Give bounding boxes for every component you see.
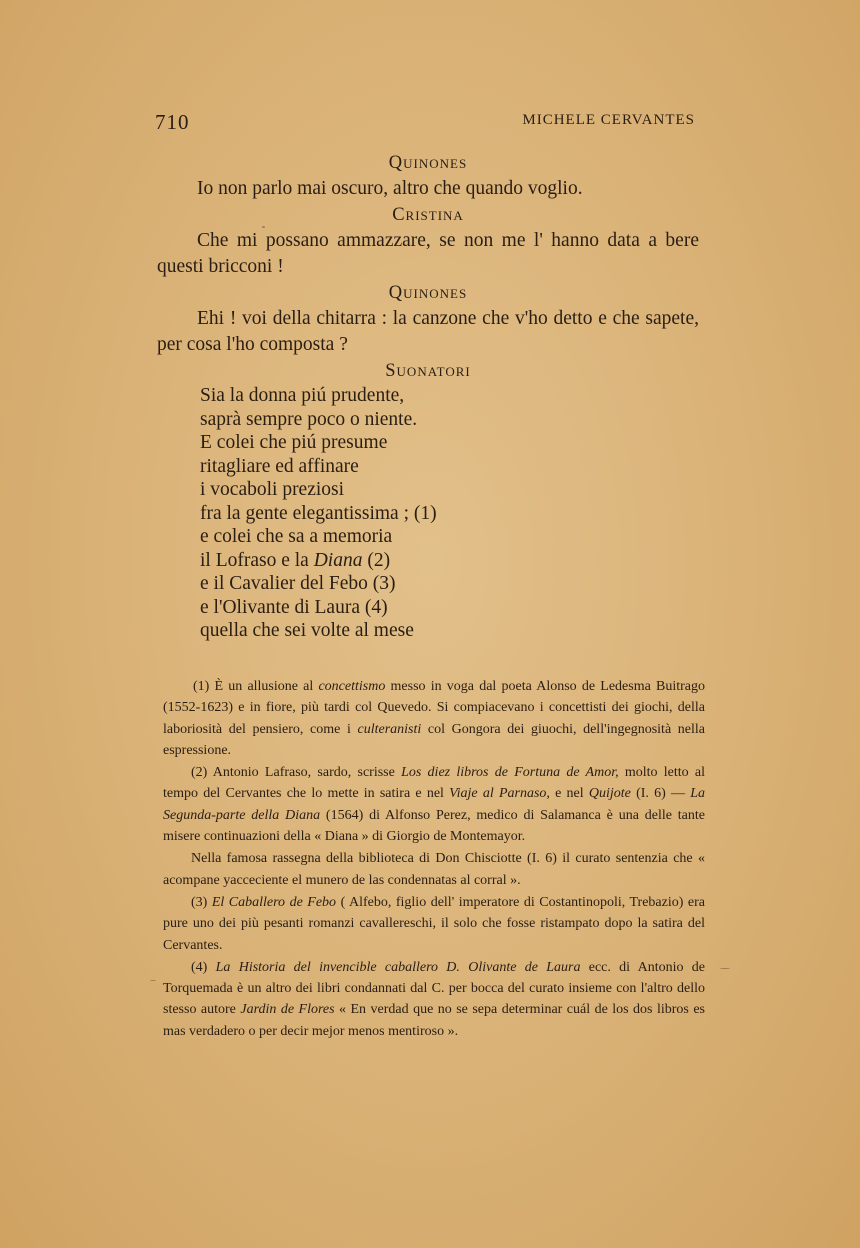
footnote-text: messo in voga dal poeta Alonso de Ledesma Buitrago (1552-1623) e in fiore, più tardi col Quevedo. Si compiacevano i concettisti dei giochi, della laboriosità del pensiero, come i [163,679,705,737]
verse-line: e colei che sa a memoria [200,526,393,547]
footnote-title: La Segunda-parte della Diana [163,786,706,823]
page-number: 710 [155,110,190,134]
speaker-name: Suonatori [385,361,471,381]
footnote-text: (1564) di Alfonso Perez, medico di Salamanca è una delle tante misere continuazioni della « Diana » di Giorgio de Montemayor. [163,807,705,845]
verse-text: il Lofraso e la [200,549,314,571]
footnote-title: concettismo [318,679,386,694]
song-verse [157,384,699,643]
paper-speck [720,968,730,969]
footnote-title: La Historia del invencible caballero D. Olivante de Laura [215,959,581,975]
verse-line: e l'Olivante di Laura (4) [200,596,388,618]
verse-line: saprà sempre poco o niente. [200,408,418,430]
footnote-text: (I. 6) — [630,786,691,802]
footnote-text: ecc. di Antonio de Torquemada è un altro dei libri condannati dal C. per bocca del curato insieme con l'altro dello stesso autore [163,959,705,1018]
footnote-title: culteranisti [357,721,422,737]
footnote-3 [163,892,705,956]
footnote-title: Quijote [588,786,631,802]
page-header [155,110,695,134]
verse-text: (2) [362,549,391,571]
main-text [157,150,699,643]
footnote-title: El Caballero de Febo [211,894,337,910]
dialogue-line: Io non parlo mai oscuro, altro che quando voglio. [197,178,583,199]
footnote-text: (2) Antonio Lafraso, sardo, scrisse [191,765,402,781]
footnote-text: col Gongora dei giuochi, dell'ingegnosità nella espressione. [163,721,705,758]
verse-line: e il Cavalier del Febo (3) [200,573,396,594]
footnote-title: Viaje al Parnaso, [449,786,550,802]
footnote-text: (1) È un allusione al [193,679,319,694]
paper-speck [150,980,156,981]
speaker-name: Cristina [392,205,464,225]
verse-line: ritagliare ed affinare [200,455,359,477]
verse-line: Sia la donna piú prudente, [200,385,405,406]
footnote-text: e nel [549,786,589,802]
verse-line: i vocaboli preziosi [200,479,345,500]
speaker-name: Quinones [388,153,468,173]
footnote-4 [163,957,705,1042]
verse-line: E colei che piú presume [200,432,388,453]
verse-line: quella che sei volte al mese [200,620,414,641]
footnote-2 [163,762,705,847]
footnote-text: molto letto al tempo del Cervantes che lo mette in satira e nel [163,765,706,802]
footnote-title: Los diez libros de Fortuna de Amor, [401,765,619,781]
footnotes [163,676,705,1043]
footnote-1 [163,676,705,761]
footnote-text: (4) [191,959,216,975]
paper-speck [262,226,265,228]
running-title: MICHELE CERVANTES [522,112,695,128]
footnote-2-continued: Nella famosa rassegna della biblioteca di Don Chisciotte (I. 6) il curato sentenzia che « acompane yacceciente el munero de las condennatas al corral ». [163,851,705,888]
footnote-text: (3) [191,894,212,910]
verse-title: Diana [313,549,363,571]
footnote-text: « En verdad que no se sepa determinar cuál de los dos libros es mas verdadero o per decir mejor menos mentiroso ». [163,1002,705,1039]
verse-line [200,549,699,573]
dialogue-line: Ehi ! voi della chitarra : la canzone che v'ho detto e che sapete, per cosa l'ho composta ? [157,308,699,355]
dialogue-line: Che mi possano ammazzare, se non me l' hanno data a bere questi bricconi ! [157,230,699,277]
footnote-title: Jardin de Flores [240,1002,335,1018]
verse-line: fra la gente elegantissima ; (1) [200,502,437,524]
footnote-text: ( Alfebo, figlio dell' imperatore di Costantinopoli, Trebazio) era pure uno dei più pesanti romanzi cavallereschi, il solo che fosse ristampato dopo la satira del Cervantes. [163,894,705,953]
speaker-name: Quinones [388,283,468,303]
